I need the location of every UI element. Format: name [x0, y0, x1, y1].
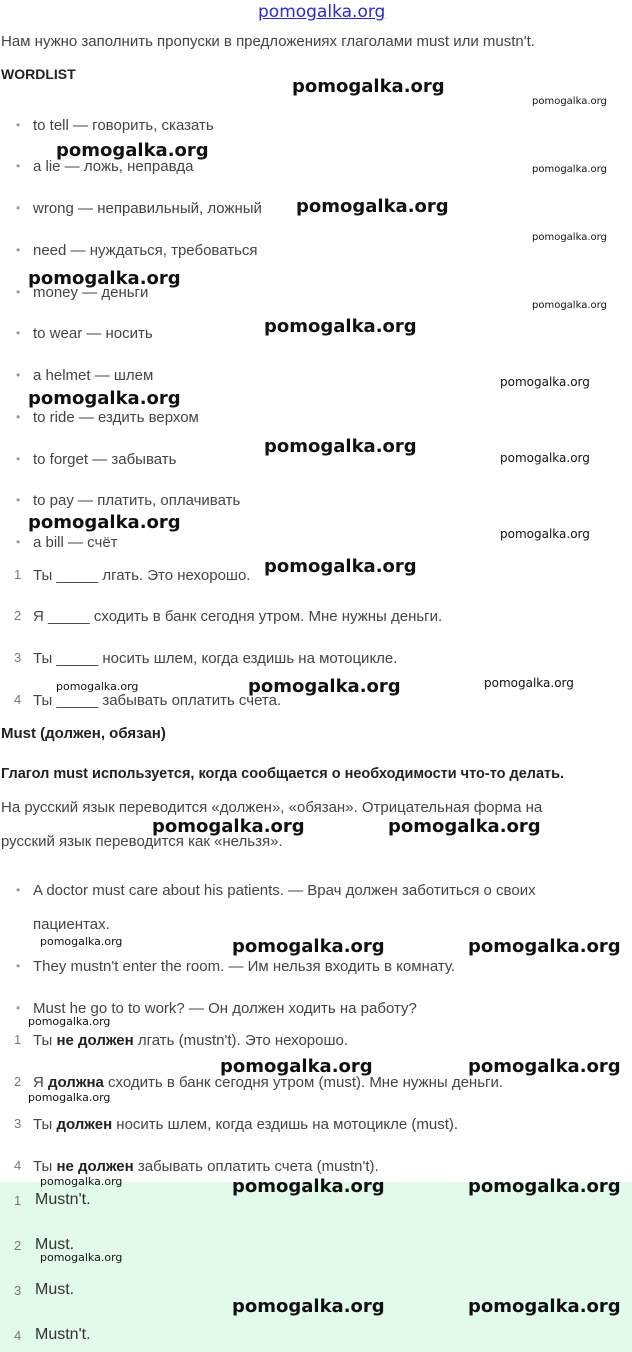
- watermark: pomogalka.org: [28, 1091, 111, 1104]
- solution-bold: должен: [56, 1116, 113, 1133]
- watermark: pomogalka.org: [468, 1296, 621, 1317]
- solution-pre: Ты: [33, 1032, 57, 1049]
- watermark: pomogalka.org: [28, 388, 181, 409]
- watermark: pomogalka.org: [532, 164, 607, 175]
- watermark: pomogalka.org: [232, 1296, 385, 1317]
- solution-post: носить шлем, когда ездишь на мотоцикле (must).: [112, 1116, 459, 1133]
- wordlist-item: • a bill — счёт: [33, 534, 118, 551]
- wordlist-item: • a lie — ложь, неправда: [33, 158, 193, 175]
- example-item: • A doctor must care about his patients. — Врач должен заботиться о своих: [33, 882, 536, 899]
- exercise-text: Я _____ сходить в банк сегодня утром. Мне нужны деньги.: [33, 608, 443, 625]
- watermark: pomogalka.org: [532, 300, 607, 311]
- wordlist-item: • to pay — платить, оплачивать: [33, 492, 240, 509]
- watermark: pomogalka.org: [264, 436, 417, 457]
- answer-number: 2: [14, 1238, 22, 1253]
- answer-text: Mustn't.: [35, 1326, 91, 1343]
- watermark: pomogalka.org: [56, 680, 139, 693]
- answer-item: [0, 1326, 632, 1348]
- wordlist-item: • wrong — неправильный, ложный: [33, 200, 262, 217]
- exercise-number: 2: [14, 608, 22, 623]
- grammar-title: Must (должен, обязан): [1, 725, 166, 742]
- wordlist-item: • a helmet — шлем: [33, 367, 153, 384]
- solution-post: сходить в банк сегодня утром (must). Мне нужны деньги.: [103, 1074, 504, 1091]
- watermark: pomogalka.org: [388, 816, 541, 837]
- example-item: • They mustn't enter the room. — Им нельзя входить в комнату.: [33, 958, 455, 975]
- grammar-text: русский язык переводится как «нельзя».: [1, 833, 283, 850]
- solution-number: 2: [14, 1074, 22, 1089]
- watermark: pomogalka.org: [296, 196, 449, 217]
- solution-post: лгать (mustn't). Это нехорошо.: [133, 1032, 349, 1049]
- solution-bold: не должен: [56, 1032, 134, 1049]
- watermark: pomogalka.org: [28, 268, 181, 289]
- exercise-text: Ты _____ лгать. Это нехорошо.: [33, 567, 251, 584]
- solution-number: 3: [14, 1116, 22, 1131]
- exercise-item: [0, 608, 632, 628]
- watermark: pomogalka.org: [468, 1176, 621, 1197]
- watermark: pomogalka.org: [500, 451, 590, 465]
- solution-text: [33, 1116, 458, 1133]
- watermark: pomogalka.org: [248, 676, 401, 697]
- exercise-number: 3: [14, 650, 22, 665]
- watermark: pomogalka.org: [232, 1176, 385, 1197]
- watermark: pomogalka.org: [500, 375, 590, 389]
- watermark: pomogalka.org: [152, 816, 305, 837]
- answer-text: Must.: [35, 1236, 75, 1253]
- answer-number: 3: [14, 1283, 22, 1298]
- exercise-item: [0, 650, 632, 670]
- watermark: pomogalka.org: [40, 935, 123, 948]
- wordlist-item: • to forget — забывать: [33, 451, 176, 468]
- watermark: pomogalka.org: [468, 1056, 621, 1077]
- watermark: pomogalka.org: [484, 676, 574, 690]
- watermark: pomogalka.org: [28, 1015, 111, 1028]
- exercise-text: Ты _____ забывать оплатить счета.: [33, 692, 282, 709]
- solution-item: [0, 1116, 632, 1136]
- grammar-text: На русский язык переводится «должен», «обязан». Отрицательная форма на: [1, 799, 543, 816]
- wordlist-title: WORDLIST: [1, 66, 76, 82]
- watermark: pomogalka.org: [56, 140, 209, 161]
- answer-text: Must.: [35, 1281, 75, 1298]
- answer-number: 1: [14, 1193, 22, 1208]
- watermark: pomogalka.org: [264, 556, 417, 577]
- example-item: • Must he go to to work? — Он должен ходить на работу?: [33, 1000, 417, 1017]
- wordlist-item: • need — нуждаться, требоваться: [33, 242, 258, 259]
- solution-post: забывать оплатить счета (mustn't).: [133, 1158, 379, 1175]
- watermark: pomogalka.org: [232, 936, 385, 957]
- watermark: pomogalka.org: [28, 512, 181, 533]
- answer-text: Mustn't.: [35, 1191, 91, 1208]
- exercise-number: 4: [14, 692, 22, 707]
- exercise-text: Ты _____ носить шлем, когда ездишь на мотоцикле.: [33, 650, 398, 667]
- watermark: pomogalka.org: [468, 936, 621, 957]
- watermark: pomogalka.org: [40, 1175, 123, 1188]
- intro-text: Нам нужно заполнить пропуски в предложениях глаголами must или mustn't.: [1, 33, 535, 50]
- solution-pre: Я: [33, 1074, 48, 1091]
- solution-number: 4: [14, 1158, 22, 1173]
- wordlist-item: • to ride — ездить верхом: [33, 409, 199, 426]
- watermark: pomogalka.org: [264, 316, 417, 337]
- watermark: pomogalka.org: [40, 1251, 123, 1264]
- solution-pre: Ты: [33, 1158, 57, 1175]
- solution-text: [33, 1032, 348, 1049]
- wordlist-item: • to wear — носить: [33, 325, 153, 342]
- exercise-number: 1: [14, 567, 22, 582]
- wordlist-item: • money — деньги: [33, 284, 148, 301]
- solution-bold: должна: [48, 1074, 104, 1091]
- answer-number: 4: [14, 1328, 22, 1343]
- example-item-continuation: пациентах.: [33, 916, 110, 933]
- watermark: pomogalka.org: [532, 232, 607, 243]
- watermark: pomogalka.org: [220, 1056, 373, 1077]
- solution-pre: Ты: [33, 1116, 57, 1133]
- solution-text: [33, 1158, 379, 1175]
- wordlist-item: • to tell — говорить, сказать: [33, 117, 214, 134]
- watermark: pomogalka.org: [500, 527, 590, 541]
- site-link[interactable]: pomogalka.org: [258, 2, 386, 22]
- watermark: pomogalka.org: [292, 76, 445, 97]
- grammar-rule: Глагол must используется, когда сообщается о необходимости что-то делать.: [1, 766, 565, 782]
- watermark: pomogalka.org: [532, 96, 607, 107]
- solution-item: [0, 1032, 632, 1052]
- solution-bold: не должен: [56, 1158, 134, 1175]
- solution-number: 1: [14, 1032, 22, 1047]
